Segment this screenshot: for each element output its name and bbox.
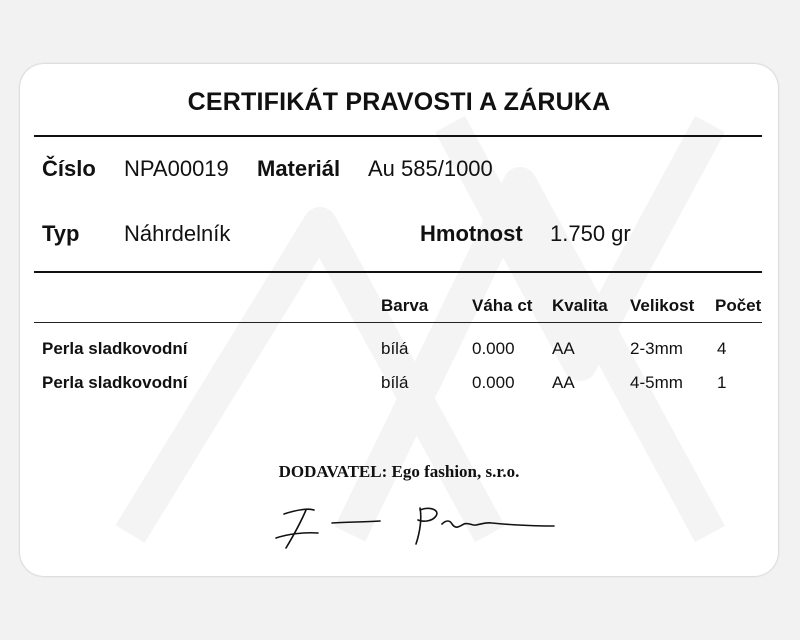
- row-2-count: 1: [717, 373, 727, 392]
- row-1-weight-ct: 0.000: [472, 339, 515, 358]
- material-label: Materiál: [257, 156, 341, 181]
- top-divider: [34, 135, 762, 137]
- row-1-item: Perla sladkovodní: [42, 339, 188, 358]
- type-label: Typ: [42, 221, 80, 246]
- row-1-size: 2-3mm: [630, 339, 683, 358]
- row-1-quality: AA: [552, 339, 575, 358]
- row-2-color: bílá: [381, 373, 409, 392]
- table-header-divider: [34, 322, 762, 323]
- signature-image: [270, 496, 560, 556]
- row-1-count: 4: [717, 339, 727, 358]
- supplier-line: DODAVATEL: Ego fashion, s.r.o.: [278, 462, 520, 481]
- number-label: Číslo: [42, 156, 96, 181]
- row-2-size: 4-5mm: [630, 373, 683, 392]
- col-header-count: Počet: [715, 296, 762, 315]
- number-value: NPA00019: [124, 156, 229, 181]
- row-2-weight-ct: 0.000: [472, 373, 515, 392]
- type-value: Náhrdelník: [124, 221, 231, 246]
- material-value: Au 585/1000: [368, 156, 493, 181]
- row-2-quality: AA: [552, 373, 575, 392]
- certificate-title: CERTIFIKÁT PRAVOSTI A ZÁRUKA: [187, 88, 611, 116]
- middle-divider: [34, 271, 762, 273]
- weight-label: Hmotnost: [420, 221, 523, 246]
- col-header-weight-ct: Váha ct: [472, 296, 533, 315]
- row-2-item: Perla sladkovodní: [42, 373, 188, 392]
- col-header-size: Velikost: [630, 296, 695, 315]
- row-1-color: bílá: [381, 339, 409, 358]
- weight-value: 1.750 gr: [550, 221, 631, 246]
- col-header-color: Barva: [381, 296, 429, 315]
- col-header-quality: Kvalita: [552, 296, 608, 315]
- certificate-card: [20, 64, 778, 576]
